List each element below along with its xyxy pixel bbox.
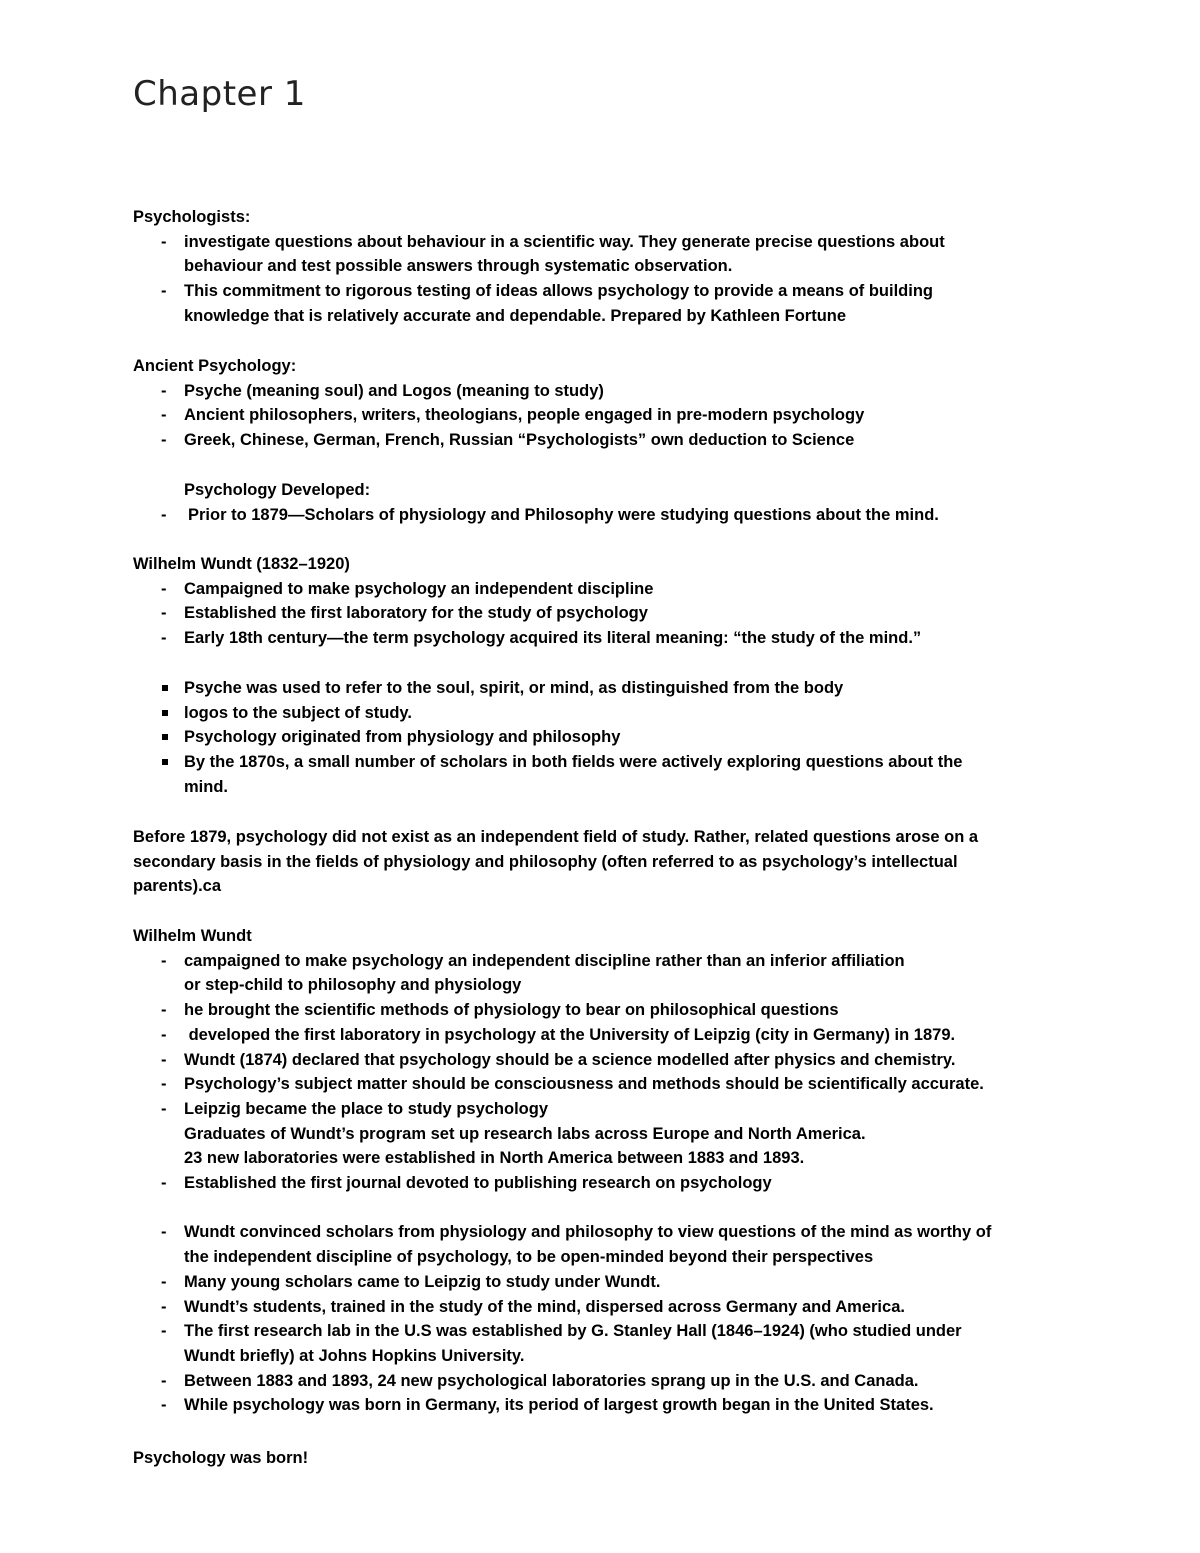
square-bullet-icon — [162, 710, 168, 716]
list-item — [133, 1072, 1073, 1097]
list-item-text: logos to the subject of study. — [184, 703, 412, 722]
list-item — [133, 1023, 1073, 1048]
dash-bullet: - — [161, 1396, 167, 1415]
dash-bullet: - — [161, 1025, 167, 1044]
list-item — [133, 750, 1073, 775]
subheading: Psychology Developed: — [184, 481, 371, 499]
section-heading: Psychologists: — [133, 208, 251, 226]
dash-bullet: - — [161, 1322, 167, 1341]
list-item — [133, 1171, 1073, 1196]
square-bullet-icon — [162, 685, 168, 691]
list-item-text: Psychology’s subject matter should be consciousness and methods should be scientifically accurate. — [184, 1075, 984, 1094]
dash-bullet: - — [161, 951, 167, 970]
list-item-continuation: Graduates of Wundt’s program set up research labs across Europe and North America. — [184, 1124, 866, 1143]
dash-bullet: - — [161, 1272, 167, 1291]
section-heading: Wilhelm Wundt — [133, 927, 252, 945]
list-item-text: Psychology originated from physiology and philosophy — [184, 728, 621, 747]
list-item-text: This commitment to rigorous testing of ideas allows psychology to provide a means of building — [184, 282, 934, 301]
section-psychology-developed — [133, 478, 1073, 527]
section-wundt-dates — [133, 552, 1073, 651]
spacer — [133, 1196, 1073, 1221]
list-item-text: Ancient philosophers, writers, theologians, people engaged in pre-modern psychology — [184, 406, 865, 425]
list-item-continuation: mind. — [184, 777, 228, 796]
list-item — [133, 577, 1073, 602]
section-ancient-psychology — [133, 354, 1073, 453]
dash-bullet: - — [161, 431, 167, 450]
list-item-continuation: 23 new laboratories were established in North America between 1883 and 1893. — [184, 1149, 805, 1168]
dash-bullet: - — [161, 1371, 167, 1390]
dash-bullet: - — [161, 1001, 167, 1020]
list-item-text: Campaigned to make psychology an independent discipline — [184, 579, 654, 598]
dash-bullet: - — [161, 505, 167, 524]
list-item-text: Established the first journal devoted to publishing research on psychology — [184, 1174, 772, 1193]
chapter-title: Chapter 1 — [133, 74, 306, 114]
list-item — [133, 626, 1073, 651]
paragraph-line: secondary basis in the fields of physiology and philosophy (often referred to as psychology’s intellectual — [133, 852, 958, 871]
list-item — [133, 1319, 1073, 1344]
closing — [133, 1446, 1073, 1471]
list-item — [133, 1295, 1073, 1320]
closing-line: Psychology was born! — [133, 1449, 309, 1467]
dash-bullet: - — [161, 406, 167, 425]
list-item-text: Wundt (1874) declared that psychology should be a science modelled after physics and chemistry. — [184, 1050, 956, 1069]
list-item-text: he brought the scientific methods of physiology to bear on philosophical questions — [184, 1001, 839, 1020]
list-item-text: Established the first laboratory for the study of psychology — [184, 604, 648, 623]
list-item-text: Greek, Chinese, German, French, Russian “Psychologists” own deduction to Science — [184, 431, 855, 450]
list-item-text: Leipzig became the place to study psychology — [184, 1099, 548, 1118]
dash-bullet: - — [161, 381, 167, 400]
list-item-text: developed the first laboratory in psychology at the University of Leipzig (city in Germany) in 1879. — [184, 1025, 956, 1044]
list-item — [133, 1369, 1073, 1394]
square-bullet-icon — [162, 759, 168, 765]
list-item — [133, 998, 1073, 1023]
list-item-continuation: or step-child to philosophy and physiology — [184, 976, 522, 995]
list-item — [133, 601, 1073, 626]
list-item — [133, 230, 1073, 255]
paragraph-line: Before 1879, psychology did not exist as an independent field of study. Rather, related questions arose on a — [133, 828, 979, 846]
list-item-text: Psyche was used to refer to the soul, spirit, or mind, as distinguished from the body — [184, 679, 844, 697]
dash-bullet: - — [161, 579, 167, 598]
dash-bullet: - — [161, 1050, 167, 1069]
dash-bullet: - — [161, 604, 167, 623]
section-wilhelm-wundt — [133, 924, 1073, 1418]
paragraph-before-1879 — [133, 825, 1073, 899]
section-psychologists — [133, 205, 1073, 329]
list-item — [133, 1270, 1073, 1295]
list-item-text: Wundt’s students, trained in the study of the mind, dispersed across Germany and America. — [184, 1297, 905, 1316]
dash-bullet: - — [161, 1174, 167, 1193]
dash-bullet: - — [161, 1099, 167, 1118]
dash-bullet: - — [161, 1223, 167, 1242]
list-item-text: Wundt convinced scholars from physiology and philosophy to view questions of the mind as worthy of — [184, 1223, 992, 1242]
section-heading: Ancient Psychology: — [133, 357, 297, 375]
list-item-text: While psychology was born in Germany, its period of largest growth began in the United States. — [184, 1396, 934, 1415]
list-item-continuation: Wundt briefly) at Johns Hopkins University. — [184, 1346, 525, 1365]
list-item-continuation: the independent discipline of psychology, to be open-minded beyond their perspectives — [184, 1248, 874, 1267]
list-item-continuation: knowledge that is relatively accurate and dependable. Prepared by Kathleen Fortune — [184, 306, 847, 325]
list-item-text: Between 1883 and 1893, 24 new psychological laboratories sprang up in the U.S. and Canada. — [184, 1371, 919, 1390]
dash-bullet: - — [161, 232, 167, 251]
list-item — [133, 428, 1073, 453]
list-item — [133, 279, 1073, 304]
list-item-text: Prior to 1879—Scholars of physiology and Philosophy were studying questions about the mind. — [188, 505, 939, 524]
list-item — [133, 949, 1073, 974]
list-item — [133, 725, 1073, 750]
list-item — [133, 1048, 1073, 1073]
dash-bullet: - — [161, 1075, 167, 1094]
list-item-text: Many young scholars came to Leipzig to study under Wundt. — [184, 1272, 661, 1291]
dash-bullet: - — [161, 629, 167, 648]
dash-bullet: - — [161, 1297, 167, 1316]
dash-bullet: - — [161, 282, 167, 301]
paragraph-line: parents).ca — [133, 877, 222, 896]
list-item-text: Early 18th century—the term psychology acquired its literal meaning: “the study of the mind.” — [184, 629, 922, 648]
section-heading: Wilhelm Wundt (1832–1920) — [133, 555, 350, 573]
list-item — [133, 676, 1073, 701]
list-item-text: investigate questions about behaviour in a scientific way. They generate precise questions about — [184, 232, 945, 251]
list-item — [133, 379, 1073, 404]
list-item-text: By the 1870s, a small number of scholars in both fields were actively exploring questions about the — [184, 753, 963, 772]
square-bullet-list — [133, 676, 1073, 800]
list-item-text: campaigned to make psychology an independent discipline rather than an inferior affiliation — [184, 951, 905, 970]
list-item-text: Psyche (meaning soul) and Logos (meaning to study) — [184, 381, 604, 400]
list-item — [133, 701, 1073, 726]
list-item-text: The first research lab in the U.S was established by G. Stanley Hall (1846–1924) (who studied under — [184, 1322, 962, 1341]
list-item — [133, 1220, 1073, 1245]
list-item — [133, 403, 1073, 428]
list-item-continuation: behaviour and test possible answers through systematic observation. — [184, 257, 733, 276]
list-item — [133, 1393, 1073, 1418]
list-item — [133, 503, 1073, 528]
list-item — [133, 1097, 1073, 1122]
square-bullet-icon — [162, 734, 168, 740]
